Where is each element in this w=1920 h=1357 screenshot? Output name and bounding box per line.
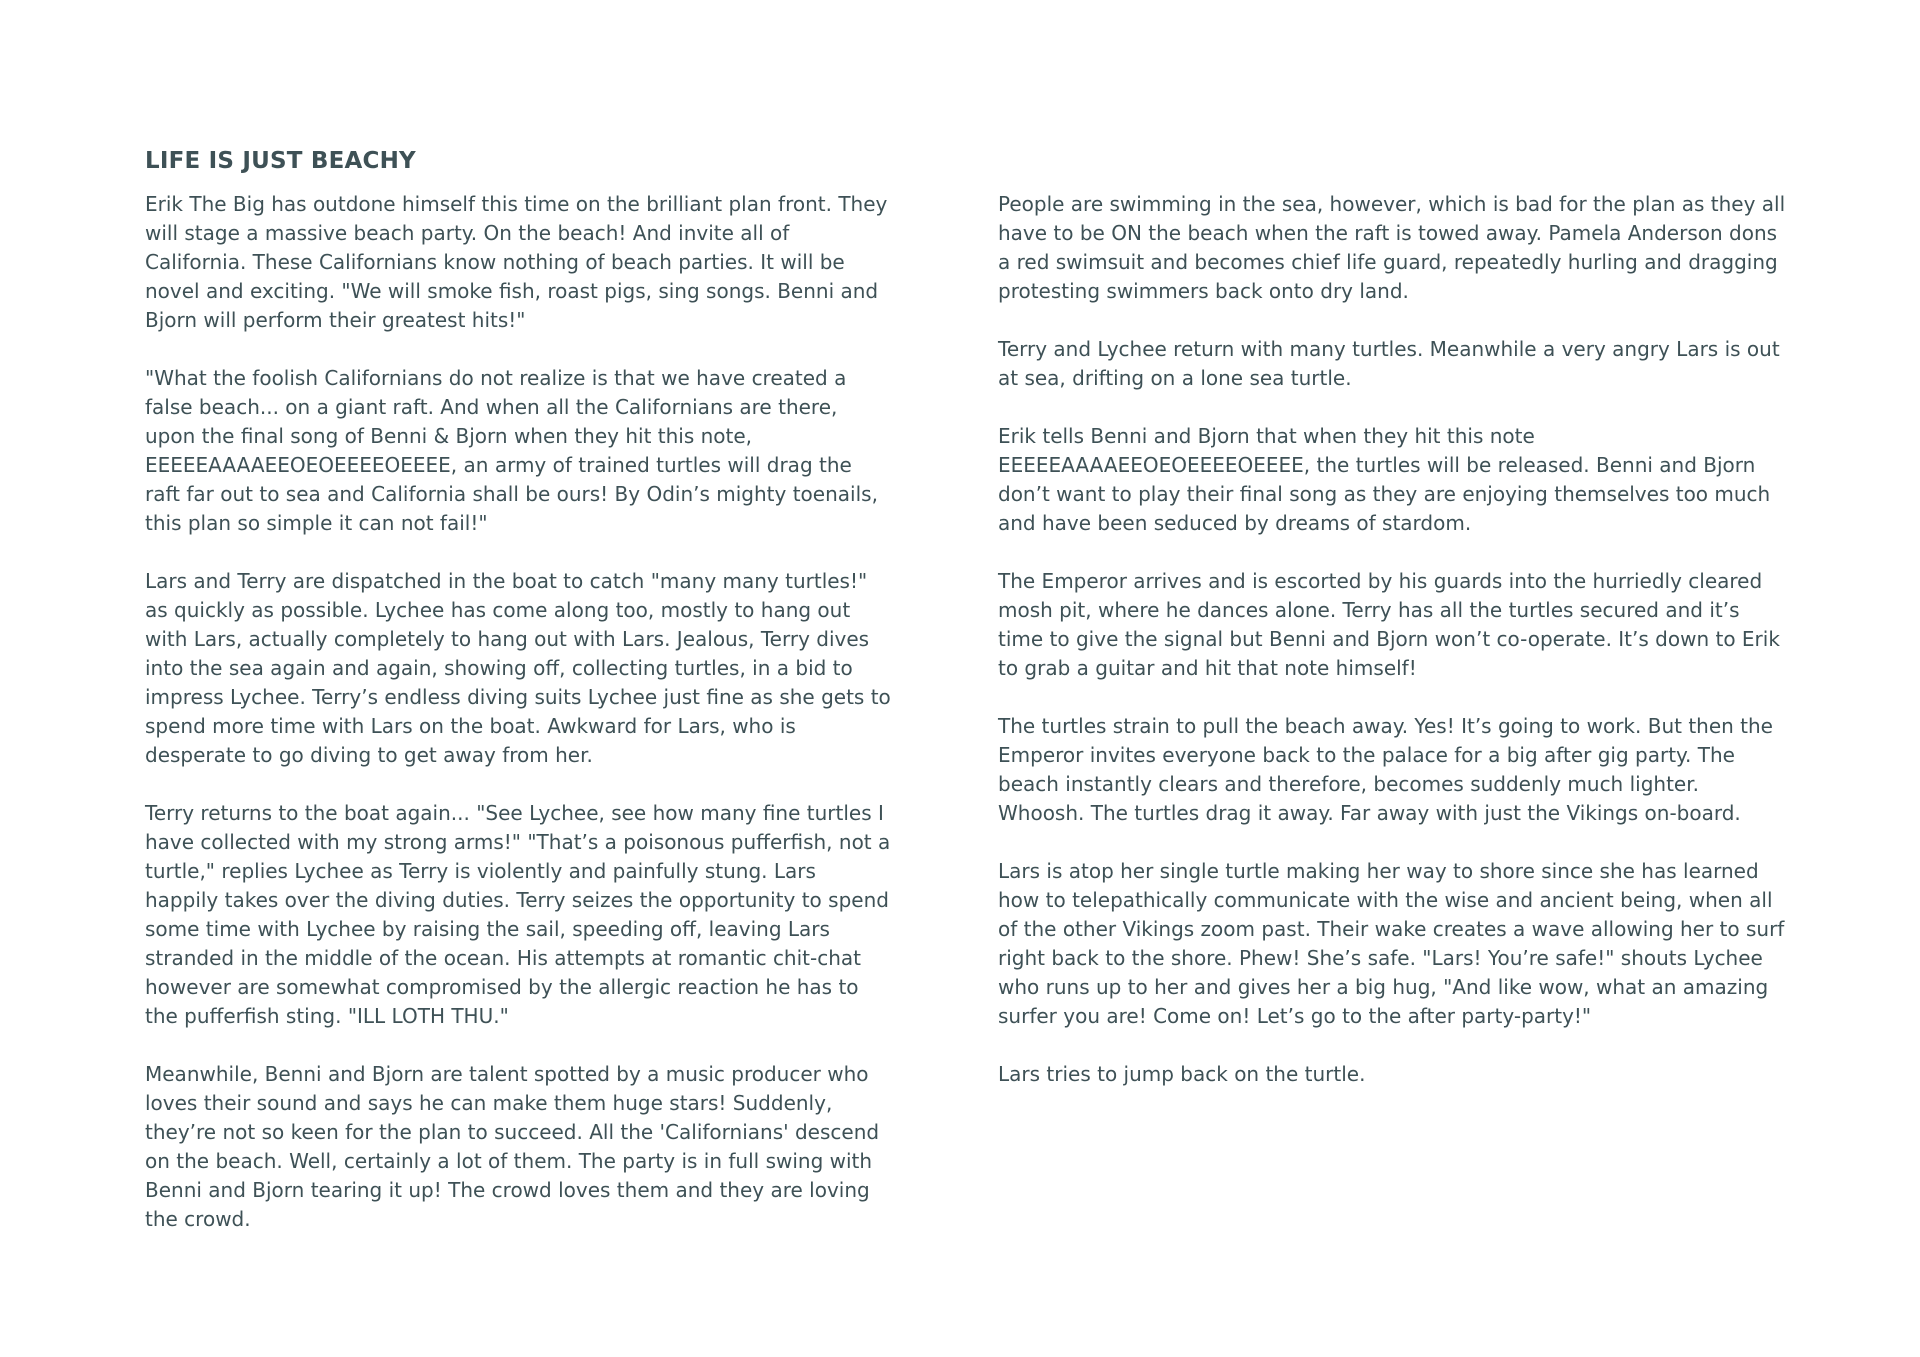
paragraph: Lars is atop her single turtle making her way to shore since she has learned how to telepathically communicate with the wise and ancient being, when all of the other Vikings zoom past. Their wake creates a wave allowing her to surf right back to the shore. Phew! She’s safe. "Lars! You’re safe!" shouts Lychee who runs up to her and gives her a big hug, "And like wow, what an amazing surfer you are! Come on! Let’s go to the after party-party!" [998, 859, 1785, 1028]
page-title: LIFE IS JUST BEACHY [145, 148, 416, 175]
paragraph: Erik The Big has outdone himself this time on the brilliant plan front. They will stage a massive beach party. On the beach! And invite all of California. These Californians know nothing of beach parties. It will be novel and exciting. "We will smoke fish, roast pigs, sing songs. Benni and Bjorn will perform their greatest hits!" [145, 192, 888, 332]
paragraph: Terry returns to the boat again... "See Lychee, see how many fine turtles I have collected with my strong arms!" "That’s a poisonous pufferfish, not a turtle," replies Lychee as Terry is violently and painfully stung. Lars happily takes over the diving duties. Terry seizes the opportunity to spend some time with Lychee by raising the sail, speeding off, leaving Lars stranded in the middle of the ocean. His attempts at romantic chit-chat however are somewhat compromised by the allergic reaction he has to the pufferfish sting. "ILL LOTH THU." [145, 801, 891, 1028]
paragraph: People are swimming in the sea, however, which is bad for the plan as they all have to be ON the beach when the raft is towed away. Pamela Anderson dons a red swimsuit and becomes chief life guard, repeatedly hurling and dragging protesting swimmers back onto dry land. [998, 192, 1786, 303]
paragraph: Lars tries to jump back on the turtle. [998, 1062, 1366, 1086]
paragraph: The turtles strain to pull the beach away. Yes! It’s going to work. But then the Emperor invites everyone back to the palace for a big after gig party. The beach instantly clears and therefore, becomes suddenly much lighter. Whoosh. The turtles drag it away. Far away with just the Vikings on-board. [998, 714, 1773, 825]
paragraph: Terry and Lychee return with many turtles. Meanwhile a very angry Lars is out at sea, drifting on a lone sea turtle. [998, 337, 1780, 390]
paragraph: Lars and Terry are dispatched in the boat to catch "many many turtles!" as quickly as possible. Lychee has come along too, mostly to hang out with Lars, actually completely to hang out with Lars. Jealous, Terry dives into the sea again and again, showing off, collecting turtles, in a bid to impress Lychee. Terry’s endless diving suits Lychee just fine as she gets to spend more time with Lars on the boat. Awkward for Lars, who is desperate to go diving to get away from her. [145, 569, 891, 767]
text-column-left [145, 190, 893, 1263]
paragraph: Meanwhile, Benni and Bjorn are talent spotted by a music producer who loves their sound and says he can make them huge stars! Suddenly, they’re not so keen for the plan to succeed. All the 'Californians' descend on the beach. Well, certainly a lot of them. The party is in full swing with Benni and Bjorn tearing it up! The crowd loves them and they are loving the crowd. [145, 1062, 880, 1231]
paragraph: "What the foolish Californians do not realize is that we have created a false beach... on a giant raft. And when all the Californians are there, upon the final song of Benni & Bjorn when they hit this note, EEEEEAAAAEEOEOEEEEOEEEE, an army of trained turtles will drag the raft far out to sea and California shall be ours! By Odin’s mighty toenails, this plan so simple it can not fail!" [145, 366, 878, 535]
paragraph: Erik tells Benni and Bjorn that when they hit this note EEEEEAAAAEEOEOEEEEOEEEE, the turtles will be released. Benni and Bjorn don’t want to play their final song as they are enjoying themselves too much and have been seduced by dreams of stardom. [998, 424, 1771, 535]
text-column-right [998, 190, 1786, 1118]
paragraph: The Emperor arrives and is escorted by his guards into the hurriedly cleared mosh pit, where he dances alone. Terry has all the turtles secured and it’s time to give the signal but Benni and Bjorn won’t co-operate. It’s down to Erik to grab a guitar and hit that note himself! [998, 569, 1780, 680]
